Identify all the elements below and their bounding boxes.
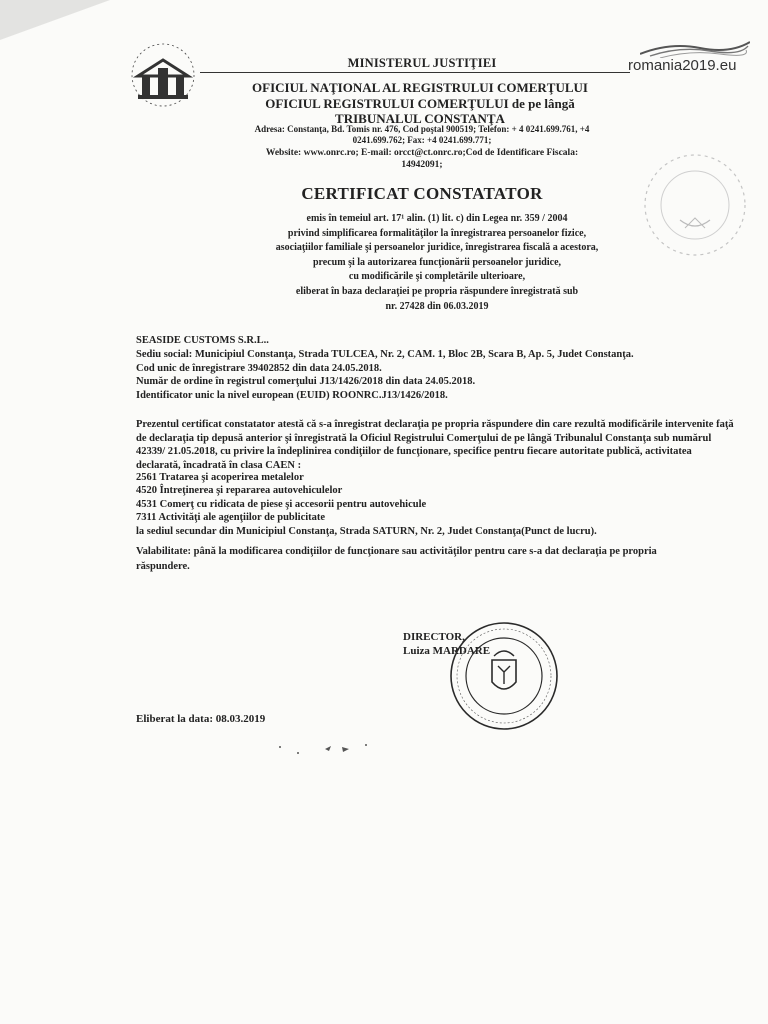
office-line: OFICIUL NAŢIONAL AL REGISTRULUI COMERŢULUI: [252, 80, 588, 95]
activities-list: [136, 471, 736, 538]
office-line: OFICIUL REGISTRULUI COMERŢULUI de pe lângă: [265, 95, 575, 111]
website-line: 14942091;: [401, 159, 443, 170]
basis-line: cu modificările şi completările ulterioare,: [348, 271, 526, 283]
website-line: Website: www.onrc.ro; E-mail: orcct@ct.onrc.ro;Cod de Identificare Fiscala:: [265, 148, 579, 158]
header-rule: [200, 72, 630, 73]
official-stamp-icon: [448, 620, 560, 732]
company-name: SEASIDE CUSTOMS S.R.L..: [136, 335, 269, 346]
certificate-title: CERTIFICAT CONSTATATOR: [301, 184, 543, 203]
office-heading: [215, 80, 625, 127]
company-cui: Cod unic de înregistrare 39402852 din data 24.05.2018.: [136, 362, 382, 374]
brand-wave-icon: [640, 38, 750, 58]
office-line: TRIBUNALUL CONSTANŢA: [335, 111, 505, 126]
brand-logo-text: romania2019.eu: [628, 57, 737, 74]
registry-logo-icon: [128, 40, 198, 110]
company-details: [136, 334, 746, 403]
company-reg-number: Număr de ordine în registrul comerţului J13/1426/2018 din data 24.05.2018.: [136, 376, 476, 388]
company-seat: Sediu social: Municipiul Constanţa, Strada TULCEA, Nr. 2, CAM. 1, Bloc 2B, Scara B, Ap. 5, Judet Constanţa.: [136, 348, 634, 360]
activity-item: 4531 Comerţ cu ridicata de piese şi accesorii pentru autovehicule: [136, 498, 427, 510]
activity-item: 4520 Întreţinerea şi repararea autovehiculelor: [136, 485, 343, 497]
signer-name: Luiza MARDARE: [403, 644, 491, 657]
validity-paragraph: Valabilitate: până la modificarea condiţiilor de funcţionare sau activităţilor pentru care s-a dat declaraţia pe propria răspundere.: [136, 546, 657, 572]
basis-line: precum şi la autorizarea funcţionării persoanelor juridice,: [312, 256, 562, 268]
basis-line: privind simplificarea formalităţilor la înregistrarea persoanelor fizice,: [287, 227, 587, 239]
page-corner-shadow: [0, 0, 110, 40]
basis-line: emis în temeiul art. 17¹ alin. (1) lit. c) din Legea nr. 359 / 2004: [306, 213, 568, 224]
ministry-name: MINISTERUL JUSTIŢIEI: [347, 56, 497, 70]
issue-date: Eliberat la data: 08.03.2019: [136, 713, 266, 725]
basis-line: eliberat în baza declaraţiei pe propria răspundere înregistrată sub: [295, 285, 579, 297]
secondary-seat: la sediul secundar din Municipiul Constanţa, Strada SATURN, Nr. 2, Judet Constanţa(Punct de lucru).: [136, 525, 597, 537]
company-euid: Identificator unic la nivel european (EUID) ROONRC.J13/1426/2018.: [136, 390, 448, 402]
activity-item: 2561 Tratarea şi acoperirea metalelor: [136, 472, 304, 483]
signer-role: DIRECTOR,: [403, 631, 465, 643]
basis-line: asociaţiilor familiale şi persoanelor juridice, înregistrarea fiscală a acestora,: [275, 242, 599, 254]
address-block: [222, 124, 622, 146]
address-line: Adresa: Constanţa, Bd. Tomis nr. 476, Cod poştal 900519; Telefon: + 4 0241.699.761, +4: [254, 124, 590, 134]
statement-paragraph: Prezentul certificat constatator atestă că s-a înregistrat declaraţia pe propria răspundere din care rezultă modificările intervenite faţă de declaraţia tip depusă anterior şi înregistrată la Oficiul Registrului Comerţului de pe lângă Tribunalul Constanţa sub numărul 42339/ 21.05.2018, cu privire la îndeplinirea condiţiilor de funcţionare, specifice pentru fiecare autoritate publică, activitatea declarată, încadrată în clasa CAEN :: [136, 419, 734, 471]
basis-line: nr. 27428 din 06.03.2019: [385, 300, 489, 312]
scan-specks: [270, 735, 390, 765]
address-line: 0241.699.762; Fax: +4 0241.699.771;: [352, 135, 492, 145]
website-block: [222, 148, 622, 171]
activity-item: 7311 Activităţi ale agenţiilor de publicitate: [136, 512, 326, 524]
faded-stamp-icon: [640, 150, 750, 260]
legal-basis: [222, 212, 652, 314]
